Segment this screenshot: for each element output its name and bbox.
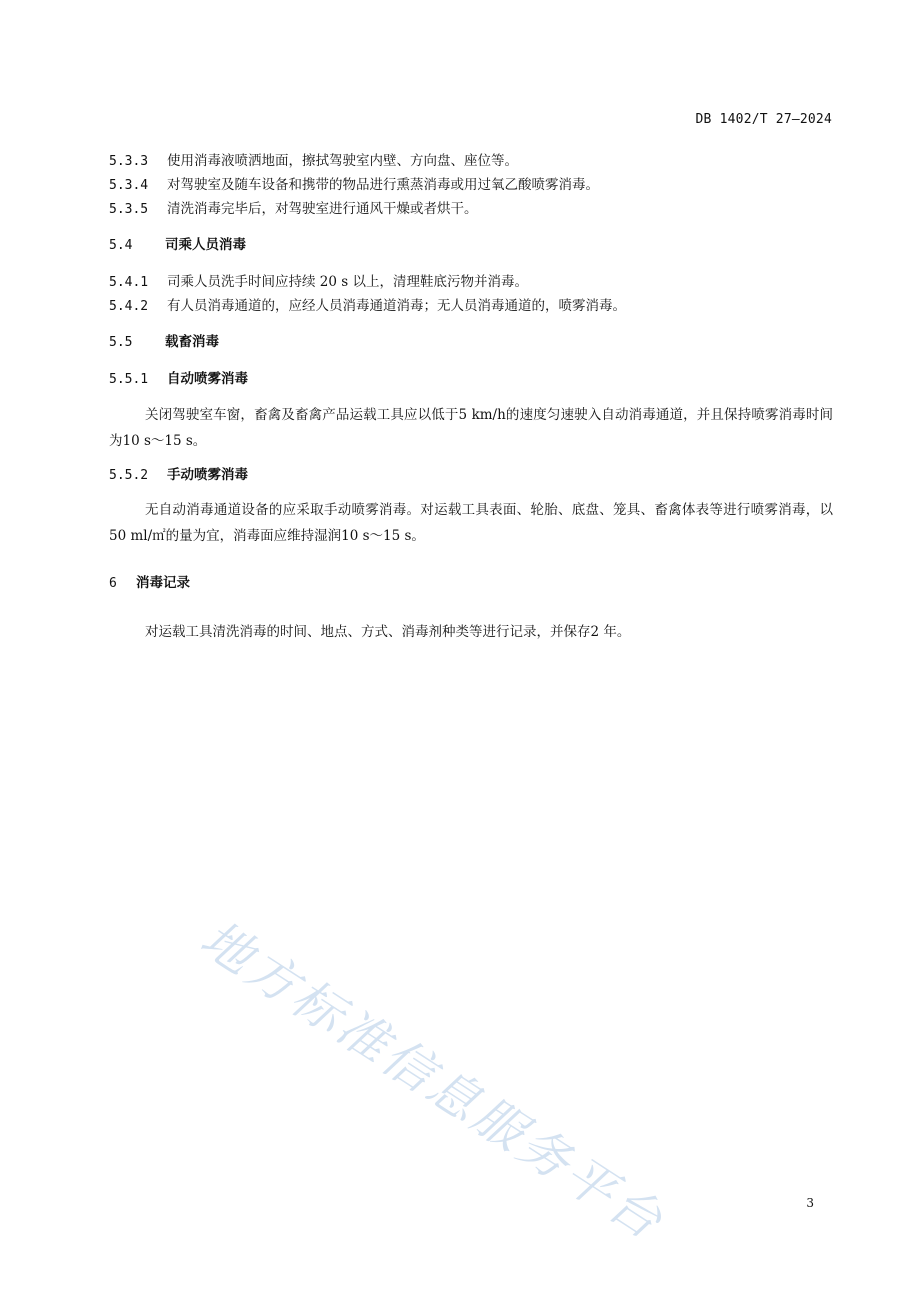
section-number: 5.5 [109, 335, 133, 350]
clause-number: 5.3.4 [109, 178, 149, 193]
paragraph-5-5-1: 关闭驾驶室车窗，畜禽及畜禽产品运载工具应以低于5 km/h的速度匀速驶入自动消毒通道，并且保持喷雾消毒时间为10 s～15 s。 [109, 407, 833, 449]
clause-5-3-3 [109, 151, 833, 172]
section-5-4-heading [109, 235, 833, 256]
clause-number: 5.3.5 [109, 202, 149, 217]
clause-text: 对驾驶室及随车设备和携带的物品进行熏蒸消毒或用过氧乙酸喷雾消毒。 [167, 177, 599, 193]
section-title: 载畜消毒 [165, 334, 219, 350]
clause-number: 5.4.2 [109, 299, 149, 314]
clause-number: 5.3.3 [109, 154, 149, 169]
clause-text: 使用消毒液喷洒地面，擦拭驾驶室内壁、方向盘、座位等。 [167, 153, 518, 169]
section-title: 消毒记录 [136, 575, 190, 591]
clause-text: 有人员消毒通道的，应经人员消毒通道消毒；无人员消毒通道的，喷雾消毒。 [167, 298, 626, 314]
subsection-number: 5.5.1 [109, 372, 149, 387]
clause-text: 司乘人员洗手时间应持续 20 s 以上，清理鞋底污物并消毒。 [167, 274, 528, 290]
clause-5-3-5 [109, 199, 833, 220]
paragraph-6: 对运载工具清洗消毒的时间、地点、方式、消毒剂种类等进行记录，并保存2 年。 [145, 624, 631, 640]
clause-text: 清洗消毒完毕后，对驾驶室进行通风干燥或者烘干。 [167, 201, 478, 217]
subsection-title: 自动喷雾消毒 [167, 371, 248, 387]
subsection-title: 手动喷雾消毒 [167, 467, 248, 483]
section-6-heading [109, 573, 833, 594]
section-title: 司乘人员消毒 [165, 237, 246, 253]
section-5-5-heading [109, 332, 833, 353]
subsection-5-5-2-heading [109, 465, 833, 486]
clause-5-4-2 [109, 296, 833, 317]
watermark-text: 地方标准信息服务平台 [190, 909, 675, 1252]
paragraph-5-5-2: 无自动消毒通道设备的应采取手动喷雾消毒。对运载工具表面、轮胎、底盘、笼具、畜禽体表等进行喷雾消毒，以50 ml/㎡的量为宜，消毒面应维持湿润10 s～15 s。 [109, 502, 833, 544]
section-number: 6 [109, 576, 117, 591]
clause-number: 5.4.1 [109, 275, 149, 290]
subsection-number: 5.5.2 [109, 468, 149, 483]
document-code: DB 1402/T 27—2024 [695, 112, 832, 127]
subsection-5-5-1-heading [109, 369, 833, 390]
clause-5-4-1 [109, 272, 833, 293]
section-number: 5.4 [109, 238, 133, 253]
clause-5-3-4 [109, 175, 833, 196]
page-number: 3 [806, 1196, 814, 1210]
